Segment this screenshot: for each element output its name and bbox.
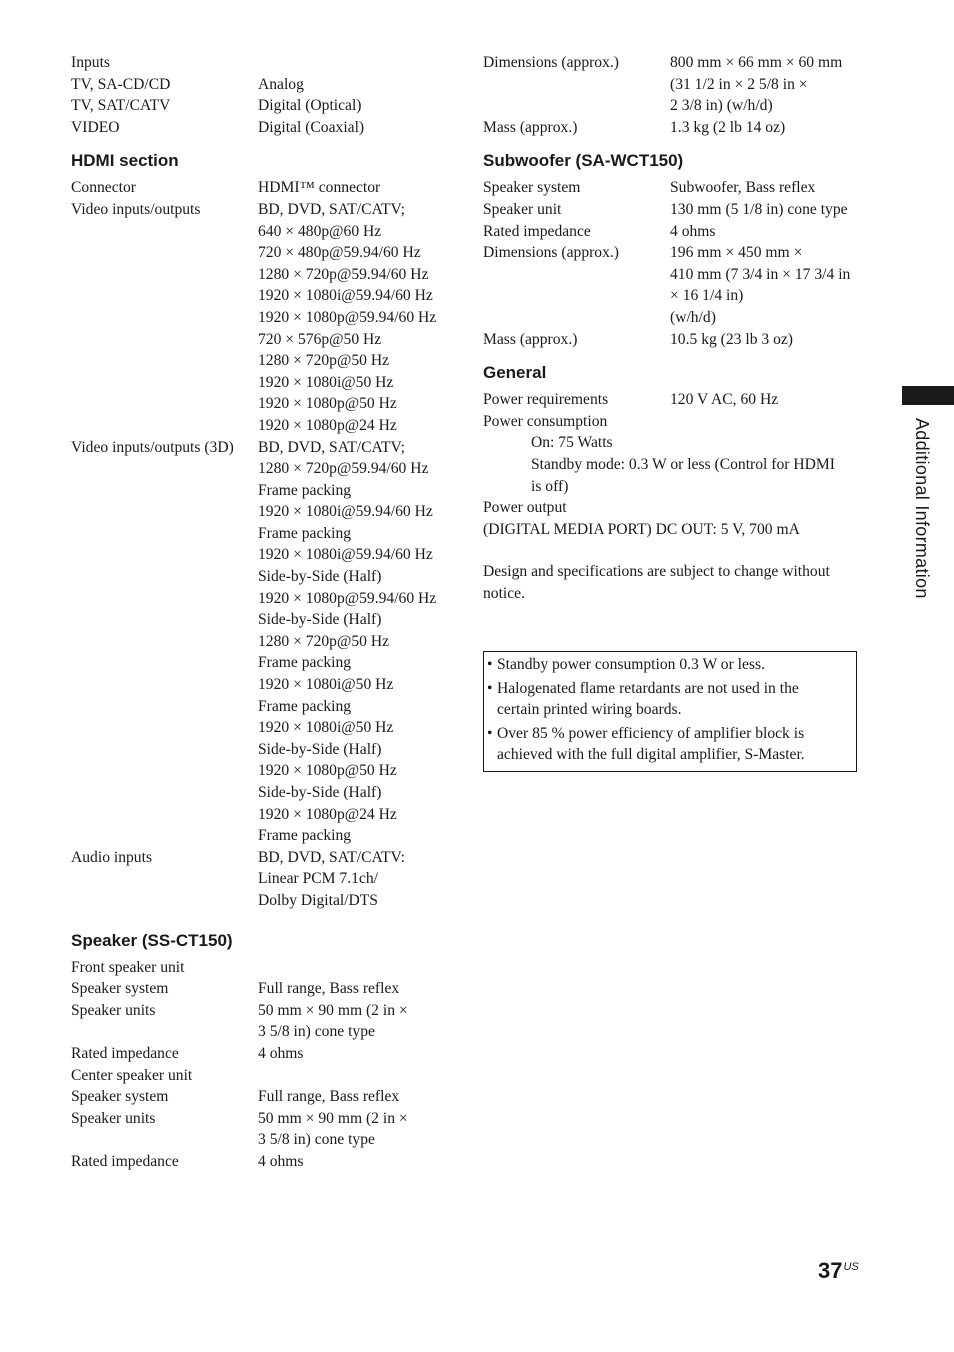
spec-label [71,652,258,674]
page-number [818,1258,859,1284]
spec-row [71,264,461,286]
spec-row [71,372,461,394]
spacer [483,540,863,561]
spec-label [71,890,258,912]
spec-row [71,674,461,696]
bullet-text: certain printed wiring boards. [497,701,682,719]
spec-label: Rated impedance [71,1044,179,1062]
spec-value: Side-by-Side (Half) [258,611,382,629]
spec-row [71,847,461,869]
spec-value: 130 mm (5 1/8 in) cone type [670,200,848,218]
spec-value: 720 × 576p@50 Hz [258,330,382,348]
spec-label: Speaker system [71,1088,169,1106]
spec-value: 1920 × 1080i@50 Hz [258,373,394,391]
spec-row [71,393,461,415]
speaker-section [71,957,461,1173]
spec-label [71,717,258,739]
spec-row [71,177,461,199]
spec-label [71,1021,258,1043]
spec-row [71,1129,461,1151]
spec-row [483,454,863,476]
eco-features-box [483,651,857,772]
spec-label [71,566,258,588]
spec-label: TV, SA-CD/CD [71,75,171,93]
spec-label: Dimensions (approx.) [483,244,619,262]
spec-row [483,74,863,96]
spec-label [71,739,258,761]
notice-line: Design and specifications are subject to change without [483,563,830,581]
spec-label [71,264,258,286]
spec-value: 1920 × 1080p@59.94/60 Hz [258,308,437,326]
spec-label: Video inputs/outputs [71,200,201,218]
spec-row [483,389,863,411]
spec-value: Side-by-Side (Half) [258,568,382,586]
spec-label [71,350,258,372]
spec-row [483,519,863,541]
spec-row [71,415,461,437]
spec-label [71,609,258,631]
spec-row [71,285,461,307]
spec-row [71,501,461,523]
spec-value: Side-by-Side (Half) [258,740,382,758]
spec-value: 1920 × 1080i@59.94/60 Hz [258,546,433,564]
spec-value: 1920 × 1080i@50 Hz [258,719,394,737]
spec-value: On: 75 Watts [531,434,613,452]
spec-row [71,782,461,804]
spec-row [483,177,863,199]
spec-value: HDMI™ connector [258,179,381,197]
spec-row [483,476,863,498]
spec-row [483,117,863,139]
spec-row [483,411,863,433]
spec-label: Dimensions (approx.) [483,54,619,71]
spec-row [483,307,863,329]
spec-value: 720 × 480p@59.94/60 Hz [258,244,421,262]
spec-row [71,609,461,631]
spec-value: 120 V AC, 60 Hz [670,391,779,409]
spec-label: Power consumption [483,412,608,430]
spec-value: 410 mm (7 3/4 in × 17 3/4 in [670,265,851,283]
spec-label: Speaker units [71,1109,156,1127]
spec-row [71,350,461,372]
spec-value: 1920 × 1080p@24 Hz [258,805,397,823]
spec-row [71,1086,461,1108]
spec-label [71,696,258,718]
spec-row [71,242,461,264]
spec-row [483,329,863,351]
spec-row [71,739,461,761]
spec-value: Subwoofer, Bass reflex [670,179,816,197]
spec-value: Frame packing [258,654,352,672]
spec-value: Side-by-Side (Half) [258,784,382,801]
spec-row [71,825,461,847]
spec-row [71,52,461,74]
spec-label: Front speaker unit [71,958,185,976]
bullet-text: • Over 85 % power efficiency of amplifier block is [497,724,805,742]
spec-row [71,523,461,545]
spec-value: Full range, Bass reflex [258,1088,400,1106]
spec-label [71,588,258,610]
spec-row [483,264,863,286]
side-section-label: Additional Information [912,418,932,599]
spec-label: Speaker system [483,179,581,197]
spec-label [71,868,258,890]
spec-value: Digital (Optical) [258,97,362,115]
spec-label [71,285,258,307]
spec-row [483,242,863,264]
spec-row [71,480,461,502]
spec-value: 1280 × 720p@50 Hz [258,352,390,370]
spec-label: Speaker unit [483,200,562,218]
spec-value: (31 1/2 in × 2 5/8 in × [670,75,808,93]
spec-value: 1920 × 1080p@50 Hz [258,395,397,413]
spec-row [71,631,461,653]
spec-value: Frame packing [258,524,352,542]
spec-label: Audio inputs [71,848,153,866]
general-section [483,389,863,604]
general-heading: General [483,363,547,383]
spec-label: Rated impedance [483,222,591,240]
spec-label [483,74,670,96]
spec-label: Power output [483,499,567,517]
spec-value: 1920 × 1080i@59.94/60 Hz [258,503,433,521]
spec-row [71,652,461,674]
spec-label [71,631,258,653]
spec-value: Full range, Bass reflex [258,980,400,998]
spec-label [483,307,670,329]
spec-label [71,329,258,351]
spec-value: is off) [531,477,569,495]
spec-value: BD, DVD, SAT/CATV; [258,200,405,218]
spec-row [483,199,863,221]
inputs-section [71,52,461,138]
spec-label: Inputs [71,54,110,71]
spec-value: 50 mm × 90 mm (2 in × [258,1001,408,1019]
bullet-text: • Standby power consumption 0.3 W or less. [497,656,765,673]
spec-row [71,95,461,117]
spec-row [71,1000,461,1022]
spec-value: 1280 × 720p@50 Hz [258,632,390,650]
speaker-heading: Speaker (SS-CT150) [71,930,233,950]
spec-label [71,674,258,696]
spec-value: (w/h/d) [670,308,716,326]
hdmi-section [71,177,461,911]
spec-row [71,1043,461,1065]
page-number-suffix: US [843,1261,859,1273]
spec-value: 1280 × 720p@59.94/60 Hz [258,460,429,478]
spec-value: 1.3 kg (2 lb 14 oz) [670,118,786,136]
left-column [71,52,461,1173]
spec-value: 1920 × 1080p@24 Hz [258,416,397,434]
spec-value: 3 5/8 in) cone type [258,1131,375,1149]
spec-row [483,432,863,454]
spec-value: Digital (Coaxial) [258,118,365,136]
spec-row [71,1151,461,1173]
spec-label [71,372,258,394]
spec-label: Power requirements [483,391,609,409]
spec-value: 1920 × 1080i@50 Hz [258,676,394,694]
spec-label [71,415,258,437]
spec-row [71,717,461,739]
spec-row [71,760,461,782]
spec-value: 196 mm × 450 mm × [670,244,803,262]
spec-label: Rated impedance [71,1152,179,1170]
spec-row [71,566,461,588]
subwoofer-heading: Subwoofer (SA-WCT150) [483,151,684,171]
spec-label: VIDEO [71,118,120,136]
spec-value: 800 mm × 66 mm × 60 mm [670,54,843,71]
spec-row [71,117,461,139]
spec-row [483,497,863,519]
spec-row [71,1021,461,1043]
spec-value: 50 mm × 90 mm (2 in × [258,1109,408,1127]
spec-row [483,221,863,243]
spec-label [71,825,258,847]
spec-value: 2 3/8 in) (w/h/d) [670,97,773,115]
spec-value: 3 5/8 in) cone type [258,1023,375,1041]
spec-row [71,696,461,718]
spec-label [71,501,258,523]
spec-row [71,329,461,351]
spec-value: Frame packing [258,481,352,499]
spec-label [483,95,670,117]
spec-value: Dolby Digital/DTS [258,891,378,909]
spec-value: Analog [258,75,304,93]
spec-value: 1920 × 1080i@59.94/60 Hz [258,287,433,305]
speaker-dimensions-section [483,52,863,138]
spec-label: Speaker system [71,980,169,998]
spec-label [71,804,258,826]
spec-label: Center speaker unit [71,1066,193,1084]
spec-label [71,544,258,566]
spec-value: BD, DVD, SAT/CATV: [258,848,405,866]
bullet-text: achieved with the full digital amplifier, S-Master. [497,746,805,764]
spec-row [71,199,461,221]
spec-row [483,285,863,307]
spec-row [71,307,461,329]
spec-value: Frame packing [258,697,352,715]
spec-value: Linear PCM 7.1ch/ [258,870,378,888]
spec-label: Mass (approx.) [483,330,578,348]
spec-label [71,480,258,502]
spec-label [483,264,670,286]
spec-row [71,458,461,480]
spec-row [71,868,461,890]
spec-value: 1920 × 1080p@59.94/60 Hz [258,589,437,607]
spec-row [483,95,863,117]
spec-row [71,437,461,459]
spec-value: BD, DVD, SAT/CATV; [258,438,405,456]
spec-label: Mass (approx.) [483,118,578,136]
spec-row [483,52,863,74]
bullet-item [484,723,856,766]
right-column [483,52,863,604]
spec-row [71,74,461,96]
spec-label [71,307,258,329]
spec-value: 4 ohms [670,222,716,240]
spec-value: Standby mode: 0.3 W or less (Control for HDMI [531,455,835,473]
spec-value: 4 ohms [258,1152,304,1170]
spec-value: 10.5 kg (23 lb 3 oz) [670,330,793,348]
spec-label [71,523,258,545]
bullet-item [484,654,856,676]
spec-row [71,588,461,610]
section-tab-marker [902,386,954,405]
spec-label [71,458,258,480]
bullet-text: • Halogenated flame retardants are not used in the [497,679,799,697]
spec-value: 1920 × 1080p@50 Hz [258,762,397,780]
spec-row [71,957,461,979]
notice-line: notice. [483,584,525,602]
subwoofer-section [483,177,863,350]
spec-value: × 16 1/4 in) [670,287,744,305]
spec-label [71,782,258,804]
spec-label: Speaker units [71,1001,156,1019]
spec-row [71,890,461,912]
spec-label [483,285,670,307]
spec-row [71,1065,461,1087]
spec-label [71,393,258,415]
spec-label [71,242,258,264]
spec-label [71,760,258,782]
spec-label [71,1129,258,1151]
spec-row [71,221,461,243]
spec-label: Video inputs/outputs (3D) [71,438,234,456]
spec-label [71,221,258,243]
spec-value: 640 × 480p@60 Hz [258,222,382,240]
spec-label: TV, SAT/CATV [71,97,171,115]
spec-value: (DIGITAL MEDIA PORT) DC OUT: 5 V, 700 mA [483,520,800,538]
page-number-value: 37 [818,1258,843,1283]
hdmi-heading: HDMI section [71,151,179,171]
spec-row [71,978,461,1000]
spec-row [71,804,461,826]
spec-label: Connector [71,179,136,197]
spec-value: 4 ohms [258,1044,304,1062]
spec-value: 1280 × 720p@59.94/60 Hz [258,265,429,283]
spec-value: Frame packing [258,827,352,845]
bullet-item [484,678,856,721]
spec-row [71,1108,461,1130]
spec-row [71,544,461,566]
